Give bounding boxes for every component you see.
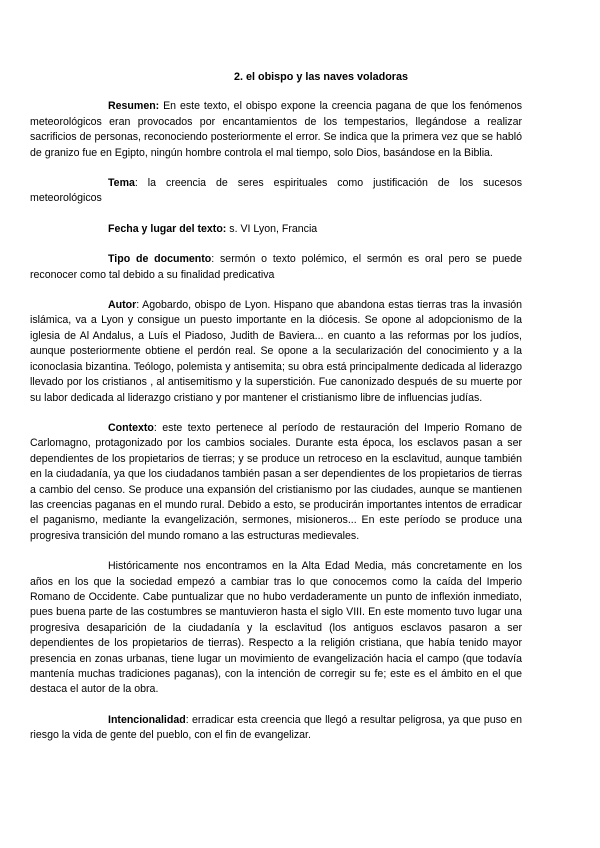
autor-paragraph bbox=[30, 298, 522, 406]
tipo-label: Tipo de documento bbox=[108, 253, 212, 266]
fecha-label: Fecha y lugar del texto: bbox=[108, 222, 227, 235]
resumen-paragraph bbox=[30, 99, 522, 161]
autor-label: Autor bbox=[108, 299, 137, 312]
intencionalidad-text: : erradicar esta creencia que llegó a resultar peligrosa, ya que puso en riesgo la vida de gente del pueblo, con el fin de evangelizar. bbox=[30, 713, 522, 742]
intencionalidad-label: Intencionalidad bbox=[108, 713, 186, 726]
contexto-text: : este texto pertenece al período de restauración del Imperio Romano de Carlomagno, protagonizado por los cambios sociales. Durante esta época, los esclavos pasan a ser dependientes de los propietarios de tierras; y se produce un retroceso en la esclavitud, aunque también en la ciudadanía, ya que los ciudadanos también pasan a ser dependientes de los propietarios de tierras a cambio del censo. Se produce una expansión del cristianismo por las ciudades, aunque se mantienen las creencias paganas en el mundo rural. Debido a esto, se producirán importantes intentos de erradicar el paganismo, mediante la evangelización, sermones, misioneros... En este período se produce una progresiva transición del mundo romano a las estructuras medievales. bbox=[30, 421, 522, 542]
contexto-label: Contexto bbox=[108, 421, 154, 434]
historico-paragraph bbox=[30, 559, 522, 698]
fecha-text: s. VI Lyon, Francia bbox=[226, 222, 318, 235]
document-body bbox=[30, 99, 522, 743]
historico-text: Históricamente nos encontramos en la Alta Edad Media, más concretamente en los años en los que la sociedad empezó a cambiar tras lo que conocemos como la caída del Imperio Romano de Occidente. Cabe puntualizar que no hubo verdaderamente un punto de inflexión inmediato, pues buena parte de las costumbres se mantuvieron hasta el siglo VIII. En este momento tuvo lugar una progresiva desaparición de la ciudadanía y la esclavitud (los antiguos esclavos pasaron a ser dependientes de los propietarios de tierras). Respecto a la religión cristiana, que había tenido mayor presencia en zonas urbanas, tiene lugar un movimiento de evangelización hacia el campo (que todavía mantenía muchas tradiciones paganas), con la intención de corregir su fe; este es el ámbito en el que destaca el autor de la obra. bbox=[30, 560, 522, 696]
document-title: 2. el obispo y las naves voladoras bbox=[233, 71, 409, 83]
tema-label: Tema bbox=[108, 177, 135, 190]
tipo-paragraph bbox=[30, 252, 522, 283]
intencionalidad-paragraph bbox=[30, 713, 522, 744]
contexto-paragraph bbox=[30, 421, 522, 544]
tema-paragraph bbox=[30, 176, 522, 207]
tipo-text: : sermón o texto polémico, el sermón es oral pero se puede reconocer como tal debido a su finalidad predicativa bbox=[30, 253, 522, 281]
autor-text: : Agobardo, obispo de Lyon. Hispano que abandona estas tierras tras la invasión islámica, va a Lyon y consigue un puesto importante en la diócesis. Se opone al adopcionismo de la iglesia de Al Andalus, a Luís el Piadoso, Judith de Baviera... en cuanto a las reformas por los judíos, aunque posteriormente obtiene el perdón real. Se opone a la secularización del conocimiento y a la iconoclasia bizantina. Teólogo, polemista y antisemita; su obra está principalmente dedicada al liderazgo llevado por los cristianos , al antisemitismo y la superstición. Fue canonizado después de su muerte por su labor dedicada al liderazgo cristiano y por mantener el cristianismo libre de influencias judías. bbox=[30, 299, 522, 404]
fecha-paragraph bbox=[30, 222, 522, 237]
resumen-text: En este texto, el obispo expone la creencia pagana de que los fenómenos meteorológicos eran provocados por encantamientos de los tempestarios, llegándose a realizar sacrificios de personas, reconociendo posteriormente el error. Se indica que la primera vez que se habló de granizo fue en Egipto, ningún hombre controla el mal tiempo, solo Dios, basándose en la Biblia. bbox=[30, 100, 522, 159]
tema-text: : la creencia de seres espirituales como justificación de los sucesos meteorológicos bbox=[30, 177, 522, 205]
resumen-label: Resumen: bbox=[108, 100, 160, 113]
